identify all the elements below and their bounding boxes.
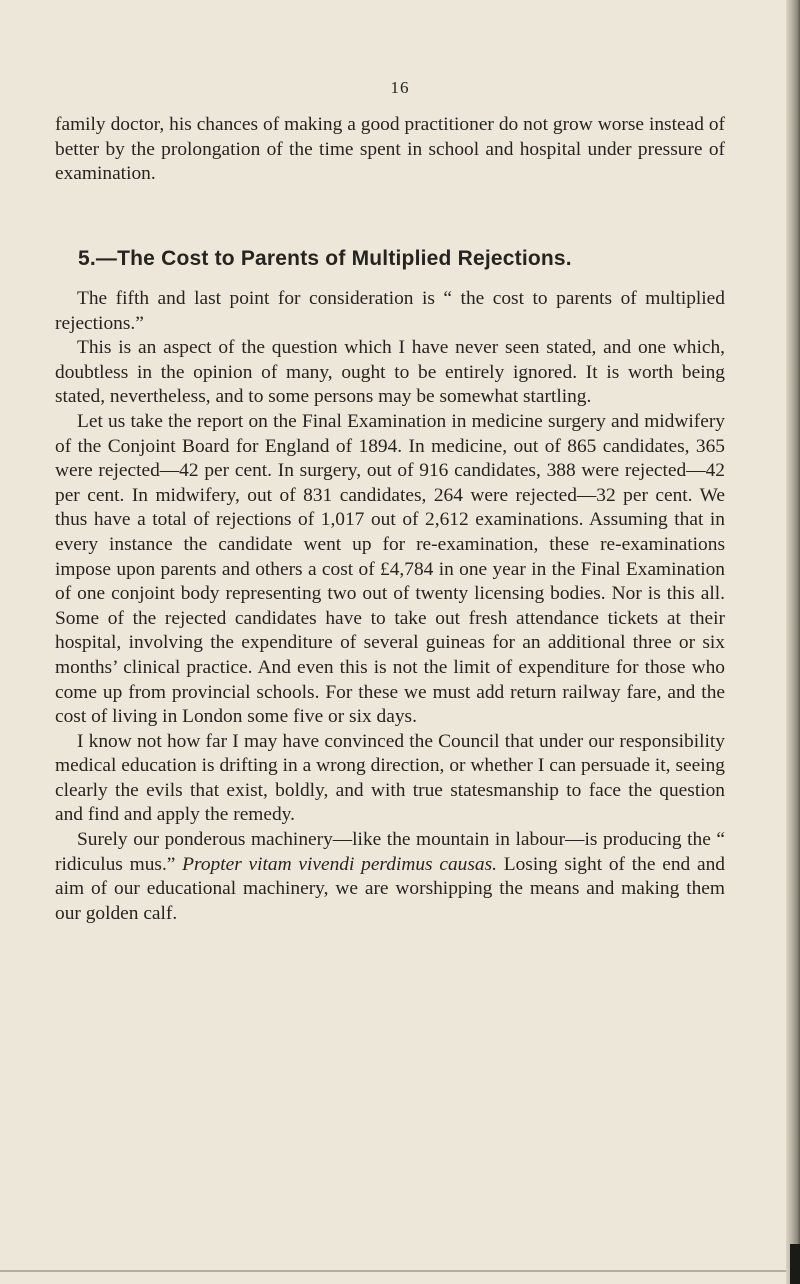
page-number: 16: [390, 78, 410, 97]
opening-paragraph-block: [55, 113, 725, 187]
latin-quote: Propter vitam vivendi perdimus causas.: [182, 853, 497, 875]
paragraph-conclusion: [55, 828, 725, 926]
paragraph-council: I know not how far I may have convinced the Council that under our responsibility medical education is drifting in a wrong direction, or whether I can persuade it, seeing clearly the evils that exist, boldly, and with true statesmanship to face the question and find and apply the remedy.: [55, 730, 725, 826]
paragraph-aspect: This is an aspect of the question which I have never seen stated, and one which, doubtless in the opinion of many, ought to be entirely ignored. It is worth being stated, nevertheless, and to some persons may be somewhat startling.: [55, 337, 725, 408]
opening-paragraph: family doctor, his chances of making a good practitioner do not grow worse instead of better by the prolongation of the time spent in school and hospital under pressure of examination.: [55, 114, 725, 185]
scan-edge-mark: [790, 1244, 800, 1284]
page-right-edge: [786, 0, 800, 1284]
paragraph-statistics: Let us take the report on the Final Examination in medicine surgery and midwifery of the Conjoint Board for England of 1894. In medicine, out of 865 candidates, 365 were rejected—42 per cent. In surgery, out of 916 candidates, 388 were rejected—42 per cent. In midwifery, out of 831 candidates, 264 were rejected—32 per cent. We thus have a total of rejections of 1,017 out of 2,612 examinations. Assuming that in every instance the candidate went up for re-examination, these re-examinations impose upon parents and others a cost of £4,784 in one year in the Final Examination of one conjoint body representing two out of twenty licensing bodies. Nor is this all. Some of the rejected candidates have to take out fresh attendance tickets at their hospital, involving the expenditure of several guineas for an additional three or six months’ clinical practice. And even this is not the limit of expenditure for those who come up from provincial schools. For these we must add return railway fare, and the cost of living in London some five or six days.: [55, 410, 725, 728]
section-body: [55, 287, 725, 926]
conclusion-text-after: Losing sight of the end and aim of our educational machinery, we are worshipping the means and making them our golden calf.: [55, 853, 725, 924]
page-bottom-edge: [0, 1270, 790, 1272]
paragraph-fifth-point: The fifth and last point for consideration is “ the cost to parents of multiplied rejections.”: [55, 288, 725, 334]
section-heading: 5.—The Cost to Parents of Multiplied Rejections.: [78, 247, 572, 270]
conclusion-text-before: Surely our ponderous machinery—like the mountain in labour—is producing the “ ridiculus mus.”: [55, 829, 725, 875]
